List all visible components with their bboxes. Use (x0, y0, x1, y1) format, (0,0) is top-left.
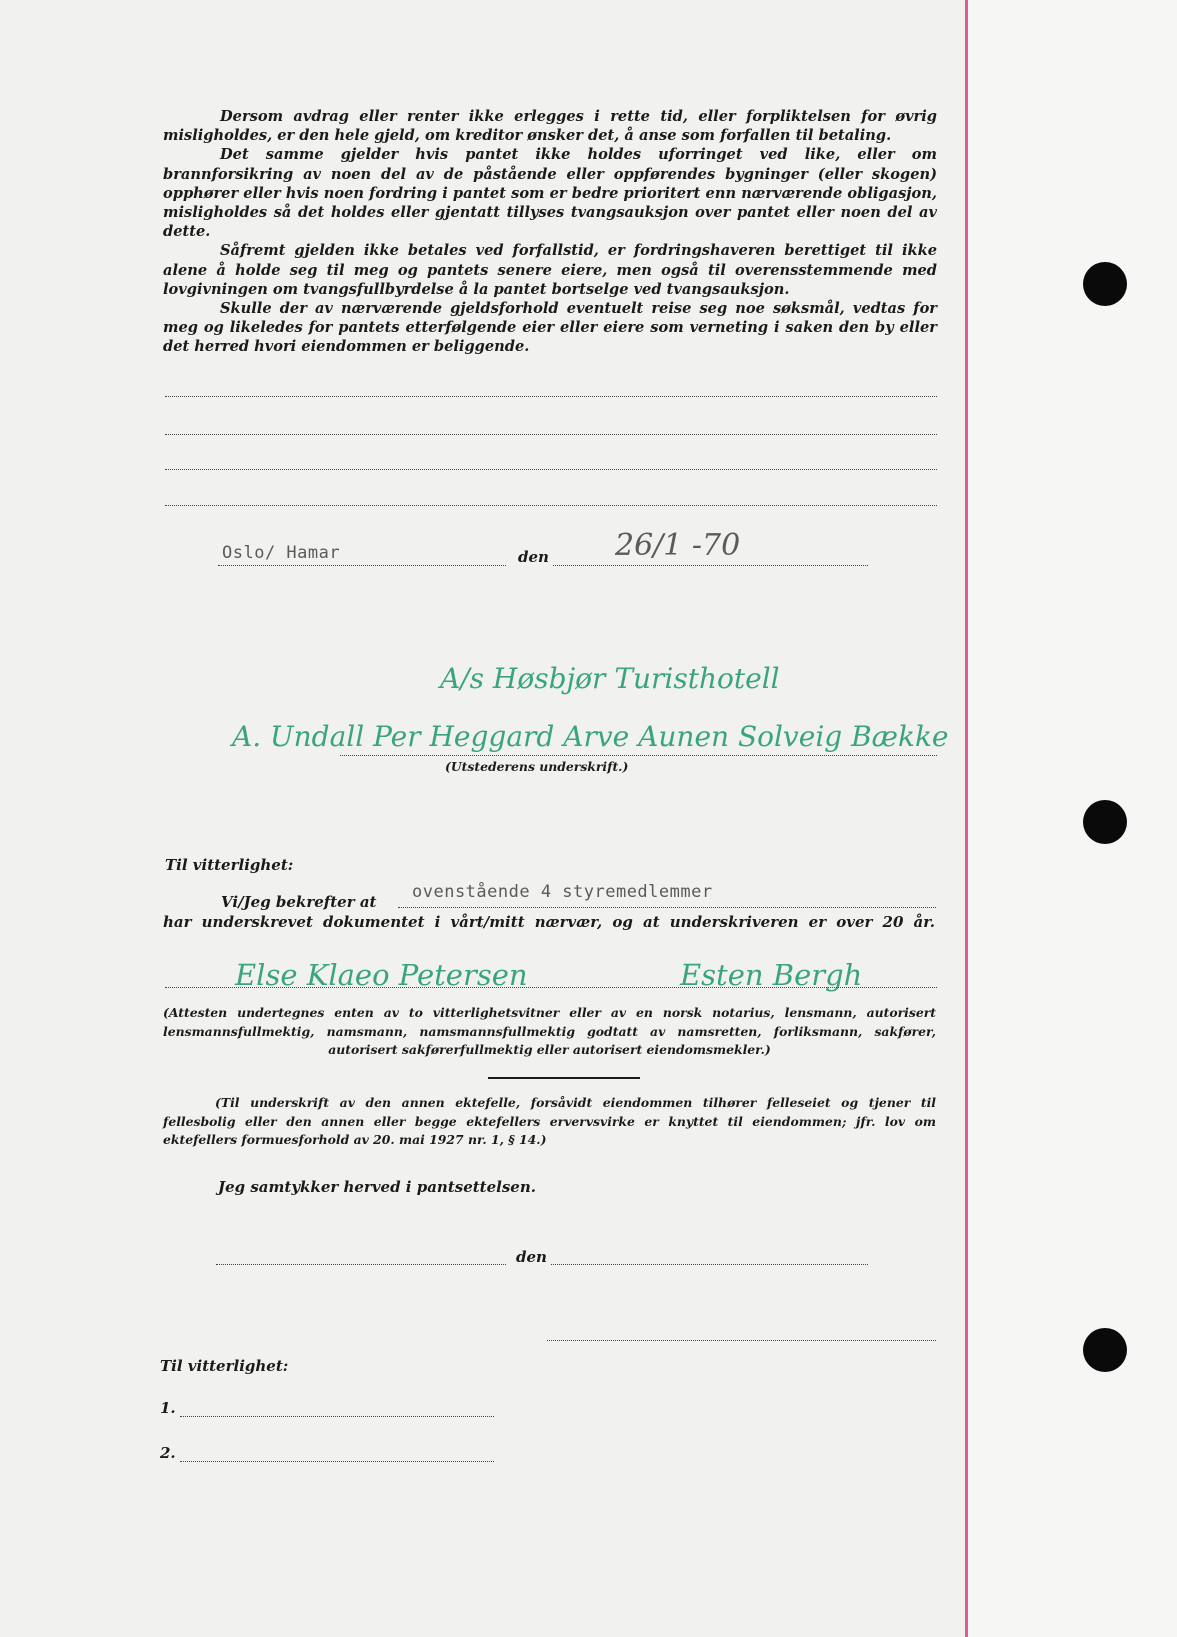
punch-hole (1083, 262, 1127, 306)
spouse-place-line (216, 1264, 506, 1265)
terms-paragraph: Skulle der av nærværende gjeldsforhold eventuelt reise seg noe søksmål, vedtas for meg og likeledes for pantets etterfølgende eier eller eiere som verneting i saken den by eller det herred hvori eiendommen er beliggende. (163, 300, 937, 356)
witness-number: 2. (160, 1444, 176, 1462)
confirm-label: Vi/Jeg bekrefter at (221, 893, 377, 911)
divider (488, 1077, 640, 1079)
blank-line (165, 505, 937, 506)
witness-signature-2: Esten Bergh (680, 958, 863, 992)
spouse-signature-line (547, 1340, 936, 1341)
spouse-note (163, 1094, 936, 1150)
date-line (553, 565, 868, 566)
issuer-signatures: A. Undall Per Heggard Arve Aunen Solveig Bække (232, 720, 949, 753)
terms-paragraph: Dersom avdrag eller renter ikke erlegges i rette tid, eller forpliktelsen for øvrig misligholdes, er den hele gjeld, om kreditor ønsker det, å anse som forfallen til betaling. (163, 108, 937, 145)
blank-line (165, 434, 937, 435)
blank-line (165, 396, 937, 397)
blank-line (165, 469, 937, 470)
spouse-witness-line (180, 1461, 494, 1462)
witness-statement: har underskrevet dokumentet i vårt/mitt nærvær, og at underskriveren er over 20 år. (163, 913, 935, 931)
right-margin-area (968, 0, 1177, 1637)
witness-line (165, 987, 937, 988)
witness-number: 1. (160, 1399, 176, 1417)
margin-line (965, 0, 968, 1637)
place-field: Oslo/ Hamar (222, 543, 341, 563)
witness-signature: Else Klaeo Petersen (235, 958, 528, 992)
spouse-note-text: (Til underskrift av den annen ektefelle, forsåvidt eiendommen tilhører felleseiet og tjener til fellesbolig eller den annen eller begge ektefellers ervervsvirke er knyttet til eiendommen; jfr. lov om ektefellers formuesforhold av 20. mai 1927 nr. 1, § 14.) (163, 1095, 936, 1147)
confirm-typed: ovenstående 4 styremedlemmer (412, 882, 713, 902)
witness-heading: Til vitterlighet: (165, 856, 294, 874)
terms-paragraph: Det samme gjelder hvis pantet ikke holdes uforringet ved like, eller om brannforsikring av noen del av de påstående eller oppførendes bygninger (eller skogen) opphører eller hvis noen fordring i pantet som er bedre prioritert enn nærværende obligasjon, misligholdes så det holdes eller gjentatt tillyses tvangsauksjon over pantet eller noen del av dette. (163, 146, 937, 241)
punch-hole (1083, 1328, 1127, 1372)
spouse-den-label: den (516, 1248, 547, 1266)
place-line (218, 565, 506, 566)
company-signature: A/s Høsbjør Turisthotell (440, 662, 780, 695)
terms-paragraph: Såfremt gjelden ikke betales ved forfallstid, er fordringshaveren berettiget til ikke alene å holde seg til meg og pantets senere eiere, men også til overensstemmende med lovgivningen om tvangsfullbyrdelse å la pantet bortselge ved tvangsauksjon. (163, 242, 937, 298)
confirm-line (398, 907, 936, 908)
date-handwritten: 26/1 -70 (615, 528, 741, 563)
attest-note (163, 1004, 936, 1060)
signature-line (340, 755, 937, 756)
punch-hole (1083, 800, 1127, 844)
den-label: den (518, 548, 549, 566)
attest-note-text: (Attesten undertegnes enten av to vitterlighetsvitner eller av en norsk notarius, lensmann, autorisert lensmannsfullmektig, namsmann, namsmannsfullmektig godtatt av namsretten, forliksmann, sakfører, autorisert sakførerfullmektig eller autorisert eiendomsmekler.) (163, 1005, 936, 1057)
signature-caption: (Utstederens underskrift.) (445, 759, 629, 774)
spouse-date-line (551, 1264, 868, 1265)
spouse-witness-line (180, 1416, 494, 1417)
consent-text: Jeg samtykker herved i pantsettelsen. (218, 1178, 536, 1196)
terms-text (163, 107, 937, 357)
spouse-witness-heading: Til vitterlighet: (160, 1357, 289, 1375)
